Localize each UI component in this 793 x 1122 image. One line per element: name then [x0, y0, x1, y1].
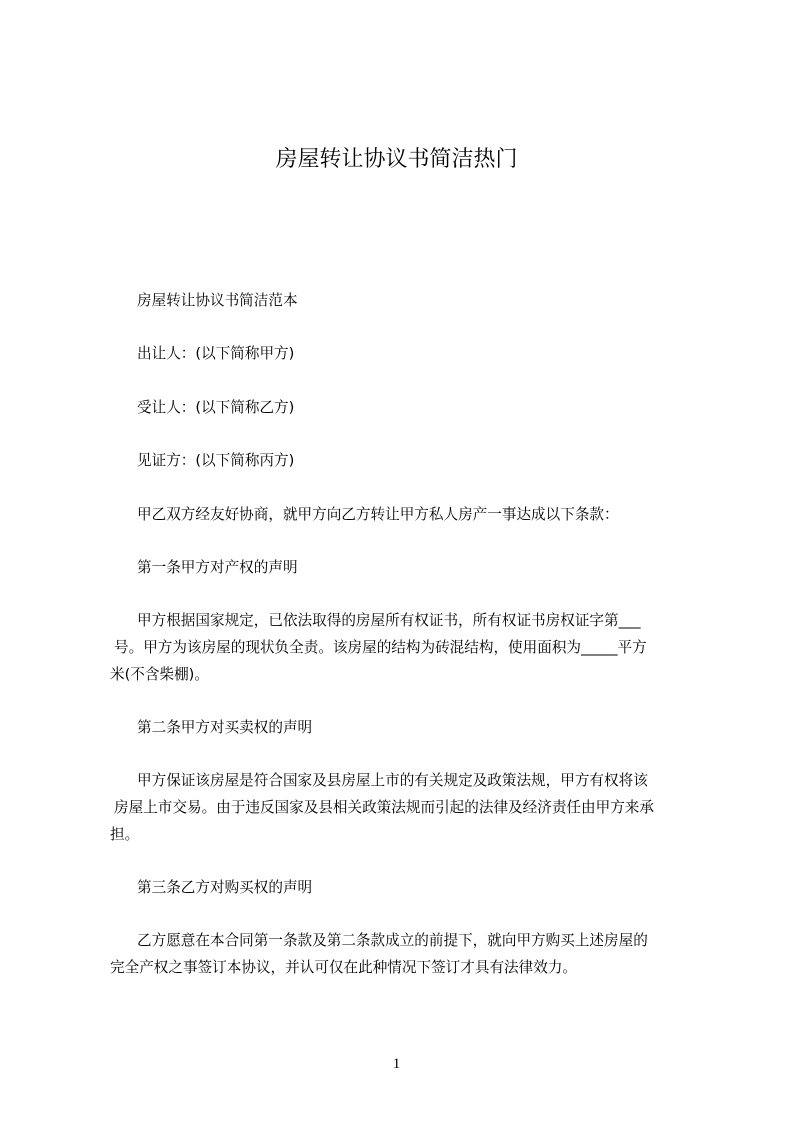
article-3-heading: 第三条乙方对购买权的声明	[137, 879, 313, 896]
article-1-line: 号。甲方为该房屋的现状负全责。该房屋的结构为砖混结构，使用面积为_____平方	[114, 639, 647, 656]
document-title: 房屋转让协议书简洁热门	[275, 147, 518, 172]
article-1-line: 甲方根据国家规定，已依法取得的房屋所有权证书，所有权证书房权证字第___	[137, 612, 641, 629]
subtitle: 房屋转让协议书简洁范本	[137, 292, 298, 309]
article-2-line: 房屋上市交易。由于违反国家及县相关政策法规而引起的法律及经济责任由甲方来承	[114, 799, 654, 816]
party-a-line: 出让人：(以下简称甲方)	[137, 345, 295, 362]
article-2-line: 甲方保证该房屋是符合国家及县房屋上市的有关规定及政策法规，甲方有权将该	[137, 772, 648, 789]
witness-line: 见证方：(以下简称丙方)	[137, 452, 295, 469]
article-2-line: 担。	[110, 826, 140, 843]
article-2-heading: 第二条甲方对买卖权的声明	[137, 719, 313, 736]
party-b-line: 受让人：(以下简称乙方)	[137, 399, 295, 416]
article-3-line: 完全产权之事签订本协议，并认可仅在此种情况下签订才具有法律效力。	[110, 959, 578, 976]
page-number: 1	[392, 1056, 401, 1072]
article-1-line: 米(不含柴棚)。	[110, 666, 209, 683]
article-3-line: 乙方愿意在本合同第一条款及第二条款成立的前提下，就向甲方购买上述房屋的	[137, 932, 648, 949]
article-1-heading: 第一条甲方对产权的声明	[137, 559, 298, 576]
intro-paragraph: 甲乙双方经友好协商，就甲方向乙方转让甲方私人房产一事达成以下条款：	[137, 506, 619, 523]
